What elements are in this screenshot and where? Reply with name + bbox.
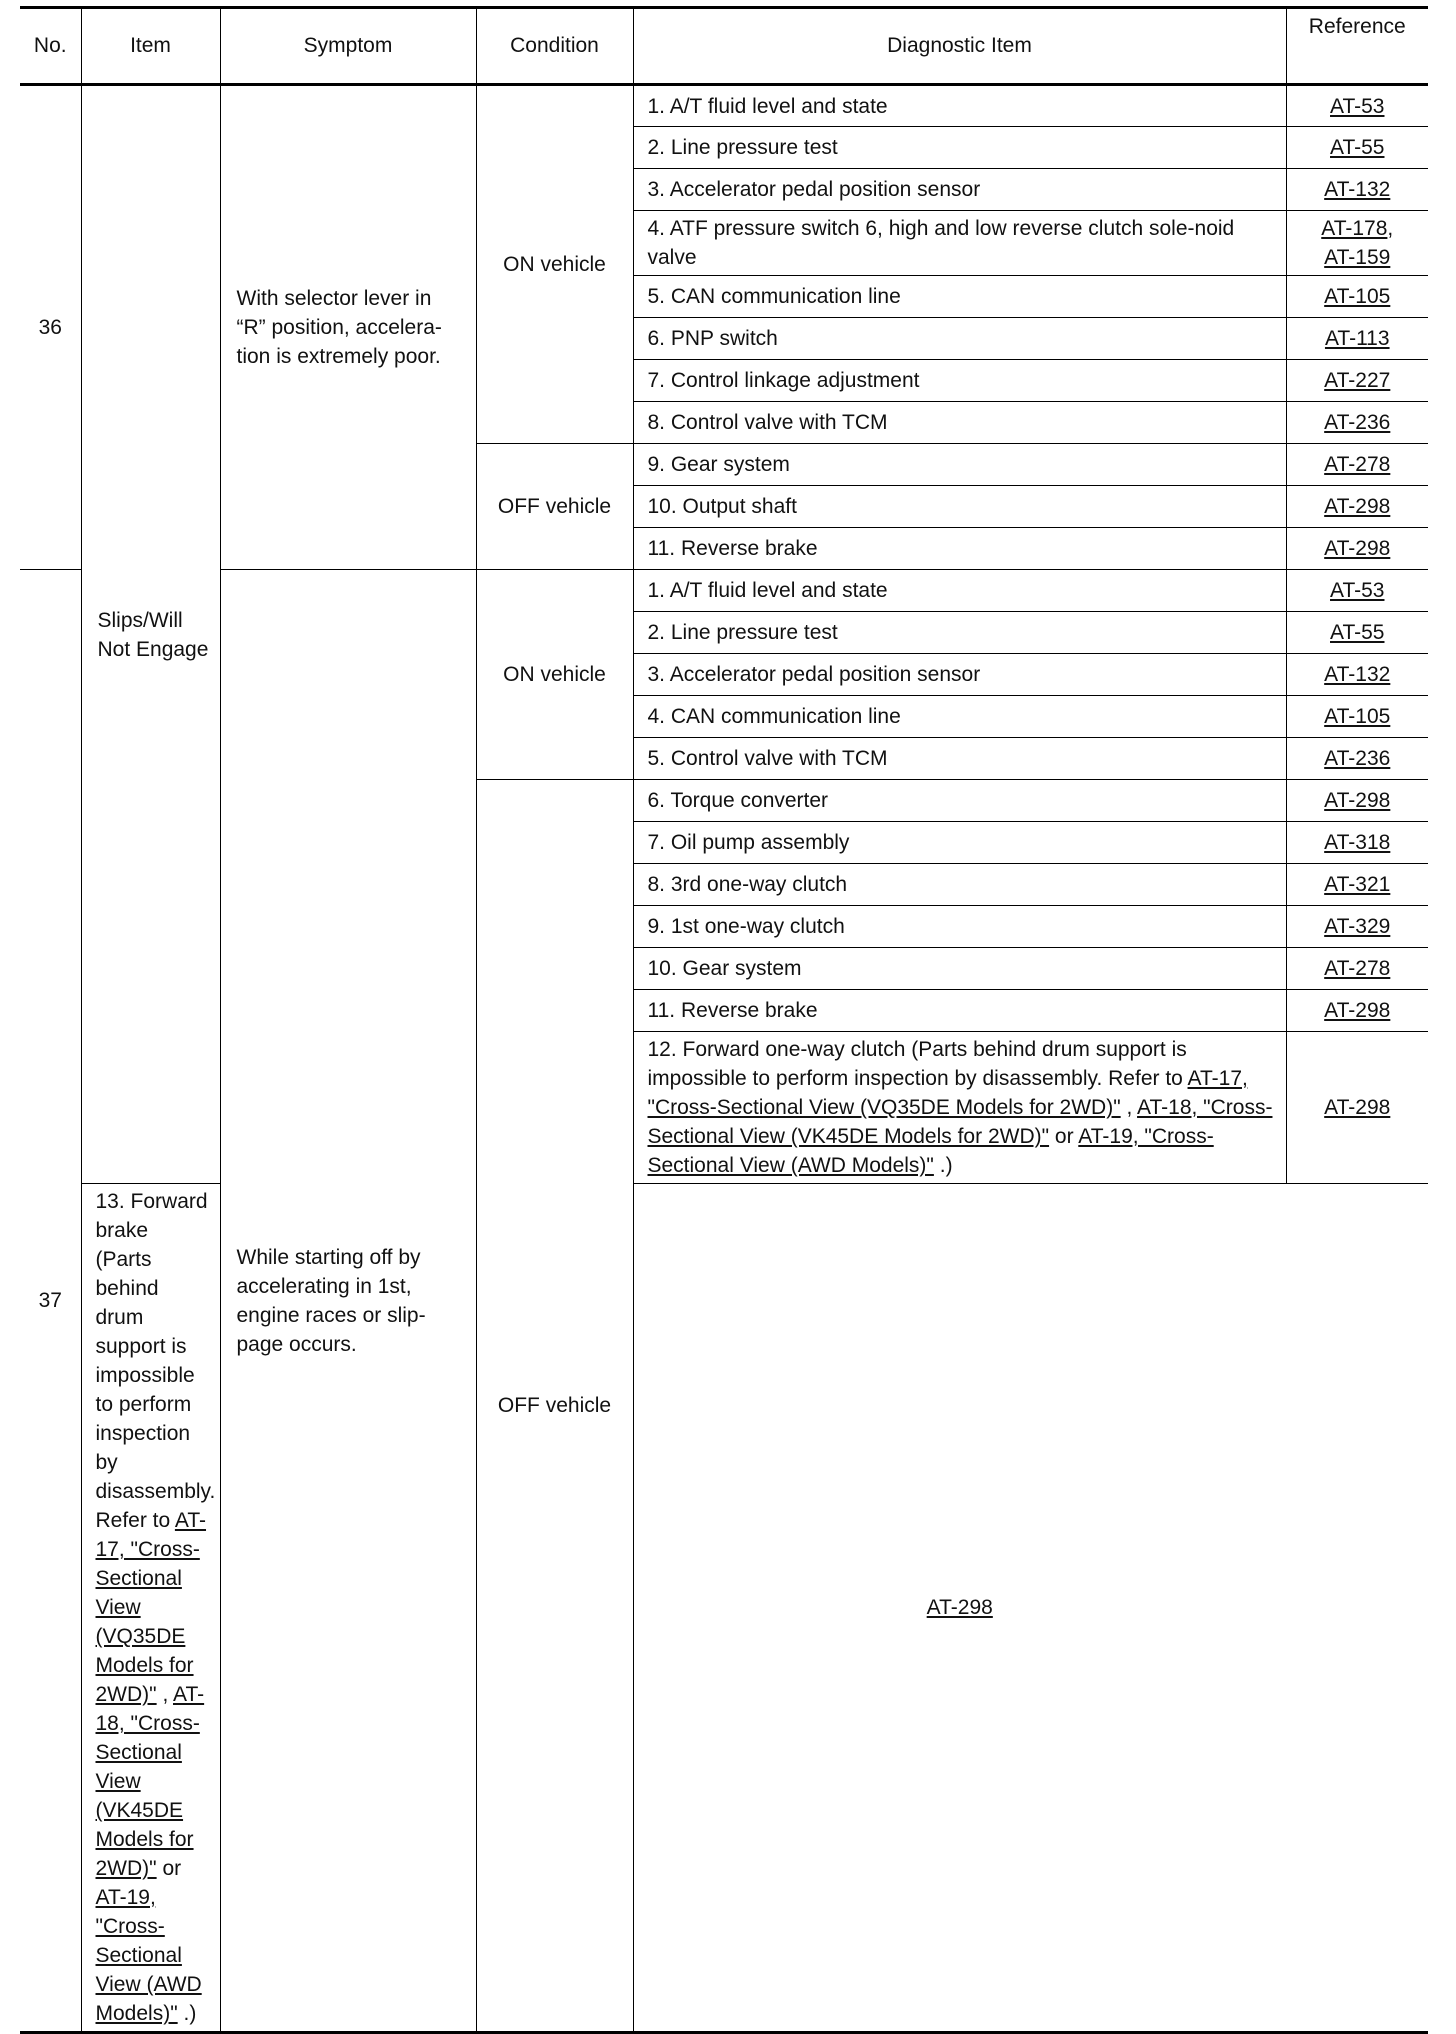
cross-section-link-awd[interactable]: AT-19, "Cross-Sectional View (AWD Models)"	[95, 1886, 202, 2025]
diagnostic-item: 1. A/T fluid level and state	[633, 85, 1286, 127]
condition-on-vehicle-36: ON vehicle	[476, 85, 633, 444]
diagnostic-item-forward-brake	[81, 1184, 220, 2033]
reference-cell	[1286, 486, 1428, 528]
symptom-37: While starting off by accelerating in 1st, engine races or slip-page occurs.	[220, 570, 476, 2033]
cross-section-link-vq35de[interactable]: AT-17, "Cross-Sectional View (VQ35DE Models for 2WD)"	[647, 1067, 1248, 1119]
reference-link[interactable]: AT-236	[1324, 747, 1391, 770]
reference-cell	[1286, 85, 1428, 127]
reference-cell	[1286, 864, 1428, 906]
reference-link[interactable]: AT-55	[1330, 621, 1385, 644]
diagnostic-item: 5. CAN communication line	[633, 276, 1286, 318]
diagnostic-item: 6. Torque converter	[633, 780, 1286, 822]
row-number-36: 36	[20, 85, 81, 570]
reference-link[interactable]: AT-178	[1321, 217, 1388, 240]
reference-cell	[1286, 169, 1428, 211]
diagnostic-item: 8. 3rd one-way clutch	[633, 864, 1286, 906]
reference-link[interactable]: AT-298	[1324, 789, 1391, 812]
diagnostic-item: 11. Reverse brake	[633, 990, 1286, 1032]
condition-on-vehicle-37: ON vehicle	[476, 570, 633, 780]
diagnostic-item: 3. Accelerator pedal position sensor	[633, 169, 1286, 211]
item-cell: Slips/Will Not Engage	[81, 85, 220, 1184]
diagnostic-text: 13. Forward brake (Parts behind drum support is impossible to perform inspection by disassembly. Refer to	[95, 1190, 216, 1532]
reference-cell	[1286, 360, 1428, 402]
diagnostic-item: 4. ATF pressure switch 6, high and low reverse clutch sole-noid valve	[633, 211, 1286, 276]
reference-link[interactable]: AT-53	[1330, 94, 1385, 118]
diagnostic-item: 3. Accelerator pedal position sensor	[633, 654, 1286, 696]
header-row	[20, 8, 1428, 85]
reference-link[interactable]: AT-132	[1324, 178, 1391, 201]
reference-link[interactable]: AT-132	[1324, 663, 1391, 686]
diagnostic-item: 5. Control valve with TCM	[633, 738, 1286, 780]
reference-cell	[1286, 570, 1428, 612]
condition-off-vehicle-36: OFF vehicle	[476, 444, 633, 570]
reference-link[interactable]: AT-298	[926, 1596, 993, 1619]
reference-cell	[1286, 654, 1428, 696]
reference-link[interactable]: AT-236	[1324, 411, 1391, 434]
separator: .)	[183, 2002, 197, 2025]
diagnostic-item: 7. Oil pump assembly	[633, 822, 1286, 864]
reference-cell	[1286, 444, 1428, 486]
reference-link[interactable]: AT-53	[1330, 579, 1385, 602]
reference-link[interactable]: AT-113	[1324, 327, 1390, 350]
diagnostic-text: 12. Forward one-way clutch (Parts behind drum support is impossible to perform inspection by disassembly. Refer to	[647, 1038, 1187, 1090]
reference-separator: ,	[1387, 217, 1394, 240]
cross-section-link-vk45de[interactable]: AT-18, "Cross-Sectional View (VK45DE Models for 2WD)"	[647, 1096, 1273, 1148]
reference-cell	[633, 1184, 1286, 2033]
reference-link[interactable]: AT-227	[1324, 369, 1391, 392]
reference-link[interactable]: AT-278	[1324, 957, 1391, 980]
reference-cell	[1286, 402, 1428, 444]
diagnostic-item: 2. Line pressure test	[633, 612, 1286, 654]
reference-link[interactable]: AT-105	[1324, 285, 1391, 308]
reference-link[interactable]: AT-278	[1324, 453, 1391, 476]
header-diagnostic-item: Diagnostic Item	[633, 8, 1286, 85]
reference-link[interactable]: AT-298	[1324, 1096, 1391, 1119]
cross-section-link-vq35de[interactable]: AT-17, "Cross-Sectional View (VQ35DE Models for 2WD)"	[95, 1509, 207, 1706]
diagnostic-item-forward-one-way-clutch	[633, 1032, 1286, 1184]
reference-cell	[1286, 528, 1428, 570]
reference-cell	[1286, 612, 1428, 654]
header-condition: Condition	[476, 8, 633, 85]
reference-cell	[1286, 696, 1428, 738]
reference-link[interactable]: AT-105	[1324, 705, 1391, 728]
diagnostic-item: 4. CAN communication line	[633, 696, 1286, 738]
diagnosis-table	[20, 6, 1428, 2034]
reference-cell	[1286, 127, 1428, 169]
diagnostic-item: 10. Output shaft	[633, 486, 1286, 528]
diagnostic-item: 11. Reverse brake	[633, 528, 1286, 570]
reference-link[interactable]: AT-55	[1330, 136, 1385, 159]
cross-section-link-awd[interactable]: AT-19, "Cross-Sectional View (AWD Models)"	[647, 1125, 1214, 1177]
diagnostic-item: 1. A/T fluid level and state	[633, 570, 1286, 612]
table-row	[20, 85, 1428, 127]
separator: ,	[1126, 1096, 1133, 1119]
diagnostic-item: 2. Line pressure test	[633, 127, 1286, 169]
header-item: Item	[81, 8, 220, 85]
reference-cell	[1286, 318, 1428, 360]
header-no: No.	[20, 8, 81, 85]
reference-cell	[1286, 948, 1428, 990]
separator: or	[162, 1857, 182, 1880]
reference-cell	[1286, 211, 1428, 276]
reference-cell	[1286, 780, 1428, 822]
reference-cell	[1286, 276, 1428, 318]
row-number-37: 37	[20, 570, 81, 2033]
separator: .)	[939, 1154, 953, 1177]
separator: or	[1054, 1125, 1074, 1148]
header-reference: Reference	[1286, 8, 1428, 85]
reference-link[interactable]: AT-298	[1324, 537, 1391, 560]
header-symptom: Symptom	[220, 8, 476, 85]
diagnostic-item: 8. Control valve with TCM	[633, 402, 1286, 444]
diagnostic-item: 7. Control linkage adjustment	[633, 360, 1286, 402]
cross-section-link-vk45de[interactable]: AT-18, "Cross-Sectional View (VK45DE Models for 2WD)"	[95, 1683, 205, 1880]
reference-cell	[1286, 906, 1428, 948]
reference-cell	[1286, 822, 1428, 864]
separator: ,	[162, 1683, 169, 1706]
diagnostic-item: 6. PNP switch	[633, 318, 1286, 360]
symptom-36: With selector lever in “R” position, accelera-tion is extremely poor.	[220, 85, 476, 570]
reference-link[interactable]: AT-329	[1324, 915, 1391, 938]
reference-link[interactable]: AT-159	[1324, 246, 1391, 269]
diagnostic-item: 9. 1st one-way clutch	[633, 906, 1286, 948]
reference-link[interactable]: AT-298	[1324, 999, 1391, 1022]
reference-cell	[1286, 990, 1428, 1032]
table-row	[20, 570, 1428, 612]
reference-cell	[1286, 1032, 1428, 1184]
diagnostic-item: 10. Gear system	[633, 948, 1286, 990]
reference-link[interactable]: AT-298	[1324, 495, 1391, 518]
condition-off-vehicle-37: OFF vehicle	[476, 780, 633, 2033]
reference-cell	[1286, 738, 1428, 780]
reference-link[interactable]: AT-318	[1324, 831, 1391, 854]
diagnostic-item: 9. Gear system	[633, 444, 1286, 486]
reference-link[interactable]: AT-321	[1324, 873, 1391, 896]
